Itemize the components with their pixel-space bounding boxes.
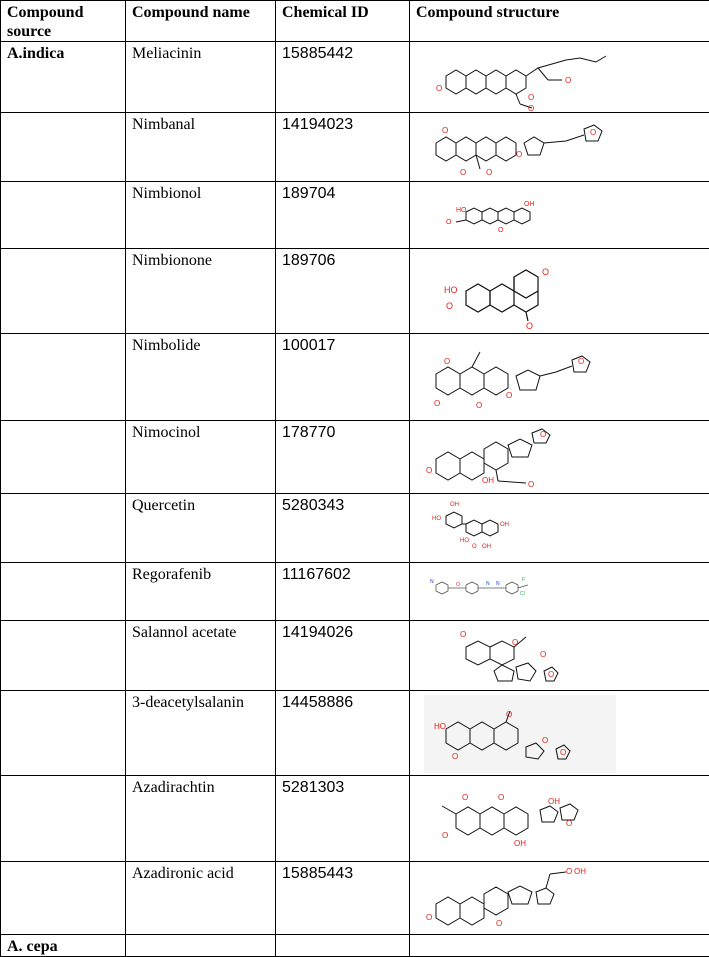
svg-text:O: O [565,76,571,85]
svg-text:O: O [426,466,432,475]
table-row [1,862,709,935]
svg-text:O: O [460,168,466,177]
svg-text:OH: OH [500,522,509,528]
compound-name-cell: Nimbionone [126,249,276,334]
chemical-id-cell: 5281303 [276,776,410,862]
header-compound-structure: Compound structure [410,1,709,42]
compound-source-cell [1,113,126,182]
compound-source-cell [1,862,126,935]
header-compound-name: Compound name [126,1,276,42]
table-row [1,494,709,563]
svg-text:O: O [460,630,466,639]
svg-text:O: O [434,399,440,408]
svg-text:N: N [430,579,434,585]
compound-name-cell: Azadirachtin [126,776,276,862]
svg-text:O: O [512,638,518,647]
svg-text:OH: OH [450,502,459,508]
svg-text:O: O [444,357,450,366]
compound-source-cell [1,182,126,249]
azadirachtin-structure [410,776,709,862]
svg-text:O: O [496,919,502,928]
svg-text:O: O [472,544,477,550]
svg-text:O: O [426,913,432,922]
svg-text:O: O [528,104,534,112]
svg-text:O: O [542,736,548,745]
compound-name-cell: Nimbionol [126,182,276,249]
svg-text:O: O [548,670,554,679]
compound-name-cell: Quercetin [126,494,276,563]
table-row [1,249,709,334]
svg-text:O: O [578,357,584,366]
svg-text:O: O [542,267,549,277]
svg-text:OH: OH [482,544,491,550]
chemical-id-cell: 15885442 [276,42,410,113]
svg-text:N: N [496,581,500,587]
svg-text:O: O [436,84,442,93]
nimbionol-structure [410,182,709,249]
svg-text:O: O [566,867,572,876]
nimbanal-structure [410,113,709,182]
meliacinin-structure [410,42,709,113]
compound-name-cell: Nimocinol [126,421,276,494]
deacetylsalanin-structure [410,691,709,776]
chemical-id-cell [276,935,410,957]
compound-source-cell [1,776,126,862]
svg-text:O: O [498,793,504,802]
svg-text:OH: OH [514,839,526,848]
regorafenib-structure [410,563,709,621]
compound-name-cell: Regorafenib [126,563,276,621]
compound-name-cell: Salannol acetate [126,621,276,691]
svg-text:O: O [476,401,482,410]
svg-text:HO: HO [432,516,441,522]
quercetin-structure [410,494,709,563]
svg-text:O: O [446,301,453,311]
svg-text:O: O [442,831,448,840]
svg-text:O: O [516,150,522,159]
svg-text:O: O [456,582,460,588]
chemical-id-cell: 11167602 [276,563,410,621]
chemical-id-cell: 178770 [276,421,410,494]
compound-source-cell [1,691,126,776]
svg-text:Cl: Cl [520,591,525,597]
compound-source-cell [1,494,126,563]
compound-name-cell [126,935,276,957]
compound-source-cell [1,249,126,334]
header-compound-source: Compound source [1,1,126,42]
svg-text:O: O [498,227,504,234]
svg-text:O: O [506,391,512,400]
compound-name-cell: Azadironic acid [126,862,276,935]
table-row [1,182,709,249]
svg-text:O: O [506,710,512,719]
table-row [1,42,709,113]
svg-text:HO: HO [444,285,458,295]
svg-text:O: O [452,752,458,761]
compound-source-cell: A. cepa [1,935,126,957]
chemical-id-cell: 100017 [276,334,410,421]
nimbolide-structure [410,334,709,421]
compound-name-cell: Nimbolide [126,334,276,421]
table-row [1,563,709,621]
compound-name-cell: 3-deacetylsalanin [126,691,276,776]
compound-source-cell [1,563,126,621]
nimbionone-structure [410,249,709,334]
svg-text:O: O [462,793,468,802]
svg-text:N: N [486,581,490,587]
compound-source-cell: A.indica [1,42,126,113]
svg-text:O: O [560,748,566,757]
svg-text:OH: OH [524,201,535,208]
compound-source-cell [1,334,126,421]
chemical-id-cell: 14458886 [276,691,410,776]
svg-text:O: O [566,819,572,828]
empty-structure-cell [410,935,709,957]
svg-text:O: O [540,650,546,659]
compound-source-cell [1,621,126,691]
table-row [1,113,709,182]
table-row [1,776,709,862]
svg-text:O: O [486,168,492,177]
compound-name-cell: Meliacinin [126,42,276,113]
chemical-id-cell: 189704 [276,182,410,249]
svg-text:O: O [526,321,533,331]
table-row [1,334,709,421]
compound-source-cell [1,421,126,494]
table-row [1,421,709,494]
svg-text:OH: OH [548,797,560,806]
svg-text:O: O [540,430,546,439]
chemical-id-cell: 189706 [276,249,410,334]
svg-text:O: O [590,128,596,137]
table-row [1,621,709,691]
svg-text:O: O [446,219,452,226]
table-header-row [1,1,709,42]
chemical-id-cell: 14194023 [276,113,410,182]
svg-text:HO: HO [434,722,446,731]
azadironic-acid-structure [410,862,709,935]
chemical-id-cell: 14194026 [276,621,410,691]
table-row [1,935,709,957]
svg-text:OH: OH [574,867,586,876]
salannol-acetate-structure [410,621,709,691]
svg-text:F: F [522,577,525,583]
nimocinol-structure [410,421,709,494]
svg-text:O: O [442,126,448,135]
header-chemical-id: Chemical ID [276,1,410,42]
svg-text:HO: HO [460,538,469,544]
table-row [1,691,709,776]
svg-text:OH: OH [482,476,494,485]
svg-text:O: O [528,93,534,102]
svg-text:HO: HO [456,207,467,214]
chemical-id-cell: 15885443 [276,862,410,935]
svg-text:O: O [528,480,534,489]
compound-name-cell: Nimbanal [126,113,276,182]
chemical-id-cell: 5280343 [276,494,410,563]
